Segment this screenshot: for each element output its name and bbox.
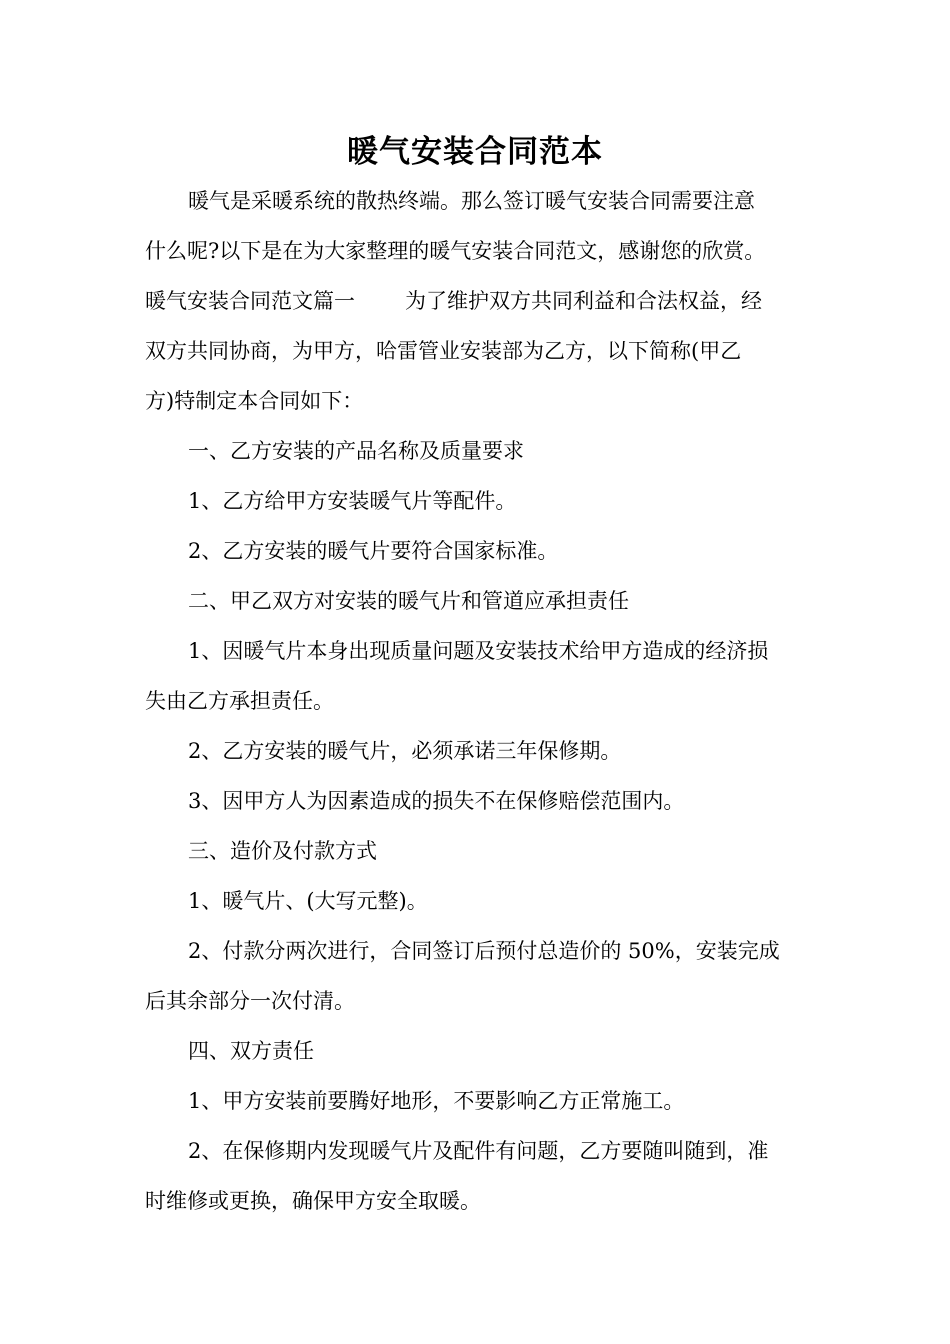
clause-item: 1、甲方安装前要腾好地形，不要影响乙方正常施工。 <box>188 1089 685 1113</box>
clause-heading: 四、双方责任 <box>188 1039 314 1063</box>
clause-heading: 二、甲乙双方对安装的暖气片和管道应承担责任 <box>188 589 629 613</box>
clause-heading: 一、乙方安装的产品名称及质量要求 <box>188 439 524 463</box>
clause-heading: 三、造价及付款方式 <box>188 839 377 863</box>
clause-item: 2、乙方安装的暖气片要符合国家标准。 <box>188 539 559 563</box>
clause-item: 1、暖气片、(大写元整)。 <box>188 889 428 913</box>
clause-item-continued: 时维修或更换，确保甲方安全取暖。 <box>145 1189 481 1213</box>
paragraph-line <box>145 276 811 326</box>
document-title: 暖气安装合同范本 <box>347 134 603 170</box>
paragraph-line: 方)特制定本合同如下： <box>145 389 364 413</box>
clause-item-continued: 失由乙方承担责任。 <box>145 689 334 713</box>
clause-item: 2、乙方安装的暖气片，必须承诺三年保修期。 <box>188 739 622 763</box>
clause-item: 1、因暖气片本身出现质量问题及安装技术给甲方造成的经济损 <box>188 639 769 663</box>
paragraph-line: 暖气是采暖系统的散热终端。那么签订暖气安装合同需要注意 <box>188 189 755 213</box>
clause-item: 1、乙方给甲方安装暖气片等配件。 <box>188 489 517 513</box>
paragraph-line: 什么呢?以下是在为大家整理的暖气安装合同范文，感谢您的欣赏。 <box>145 239 766 263</box>
document-body <box>145 176 811 1226</box>
paragraph-line: 双方共同协商，为甲方，哈雷管业安装部为乙方，以下简称(甲乙 <box>145 339 742 363</box>
clause-item-continued: 后其余部分一次付清。 <box>145 989 355 1013</box>
clause-item: 2、在保修期内发现暖气片及配件有问题，乙方要随叫随到，准 <box>188 1139 769 1163</box>
clause-item: 2、付款分两次进行，合同签订后预付总造价的 50%，安装完成 <box>188 939 780 963</box>
clause-item: 3、因甲方人为因素造成的损失不在保修赔偿范围内。 <box>188 789 685 813</box>
section-heading: 暖气安装合同范文篇一 <box>145 289 355 313</box>
paragraph-text: 为了维护双方共同利益和合法权益，经 <box>405 289 762 313</box>
